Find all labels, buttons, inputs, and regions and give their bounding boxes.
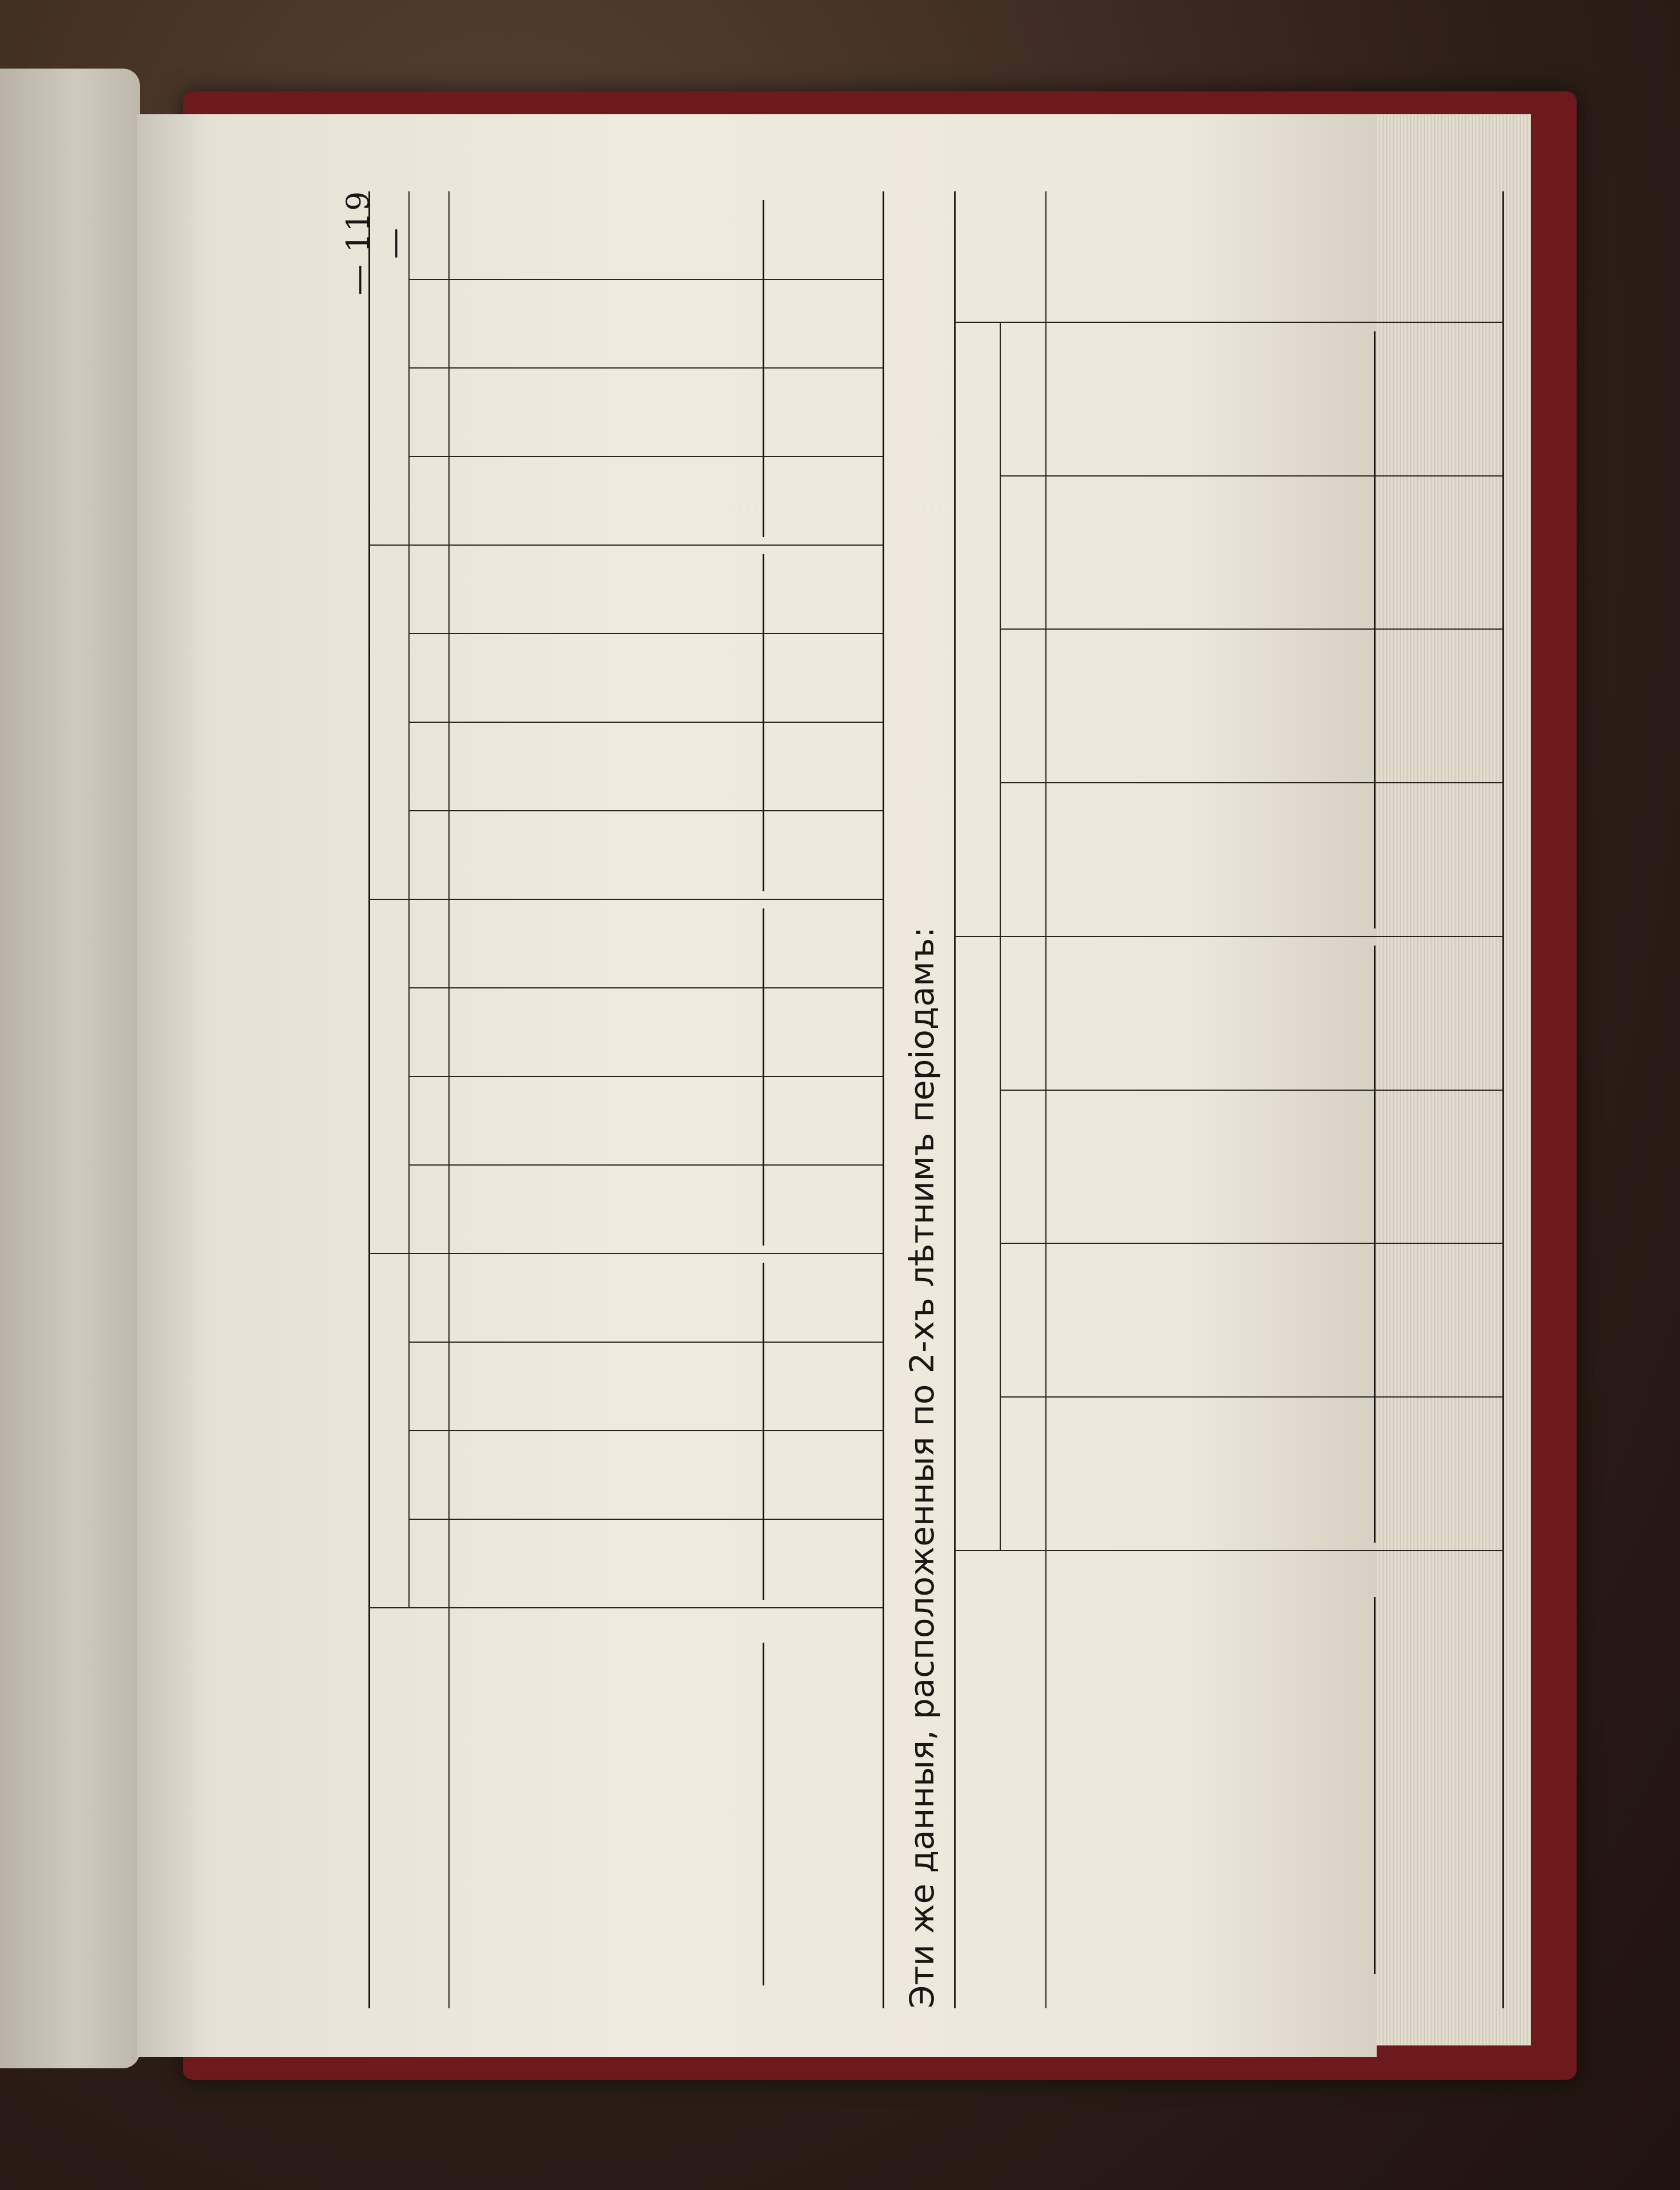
total-rule [763, 1643, 764, 1985]
total-rule [1374, 331, 1376, 928]
column-divider [408, 1342, 883, 1343]
column-divider [408, 1076, 883, 1077]
page-number: — 119 — [340, 190, 412, 296]
period-divider [954, 936, 1502, 937]
total-rule [763, 554, 764, 891]
rotated-page-content [277, 177, 1499, 2040]
biennial-statistics-table [954, 191, 1502, 2008]
table-bottom-rule [1502, 191, 1504, 2008]
column-divider [408, 987, 883, 988]
column-divider [408, 633, 883, 634]
total-rule [763, 908, 764, 1246]
total-rule [1374, 946, 1376, 1543]
year-divider [368, 899, 883, 900]
column-divider [408, 1164, 883, 1166]
column-divider [408, 810, 883, 811]
column-divider [408, 1519, 883, 1520]
header-rule [448, 191, 450, 2008]
header-rule [1045, 191, 1047, 2008]
column-divider [1000, 629, 1502, 630]
column-divider [1000, 1396, 1502, 1398]
period-subheader-rule [1000, 323, 1001, 1551]
year-subheader-rule [408, 191, 410, 1608]
section-title: Эти же данныя, расположенныя по 2-хъ лѣтнимъ періодамъ: [903, 927, 941, 2008]
column-divider [408, 279, 883, 280]
table-bottom-rule [883, 191, 884, 2008]
column-divider [408, 722, 883, 723]
label-column-divider [954, 1550, 1502, 1551]
column-divider [1000, 782, 1502, 783]
table-top-rule [954, 191, 956, 2008]
yearly-statistics-table [368, 191, 883, 2008]
book-page [137, 114, 1377, 2057]
average-column-divider [954, 322, 1502, 323]
column-divider [408, 456, 883, 457]
label-column-divider [368, 1607, 883, 1608]
total-rule [763, 1263, 764, 1600]
column-divider [1000, 1243, 1502, 1244]
year-divider [368, 1253, 883, 1254]
column-divider [408, 1430, 883, 1431]
left-facing-page [0, 69, 140, 2068]
year-divider [368, 545, 883, 546]
column-divider [1000, 475, 1502, 477]
column-divider [408, 367, 883, 369]
total-rule [763, 200, 764, 537]
column-divider [1000, 1090, 1502, 1091]
table-top-rule [368, 191, 370, 2008]
total-rule [1374, 1597, 1376, 1974]
